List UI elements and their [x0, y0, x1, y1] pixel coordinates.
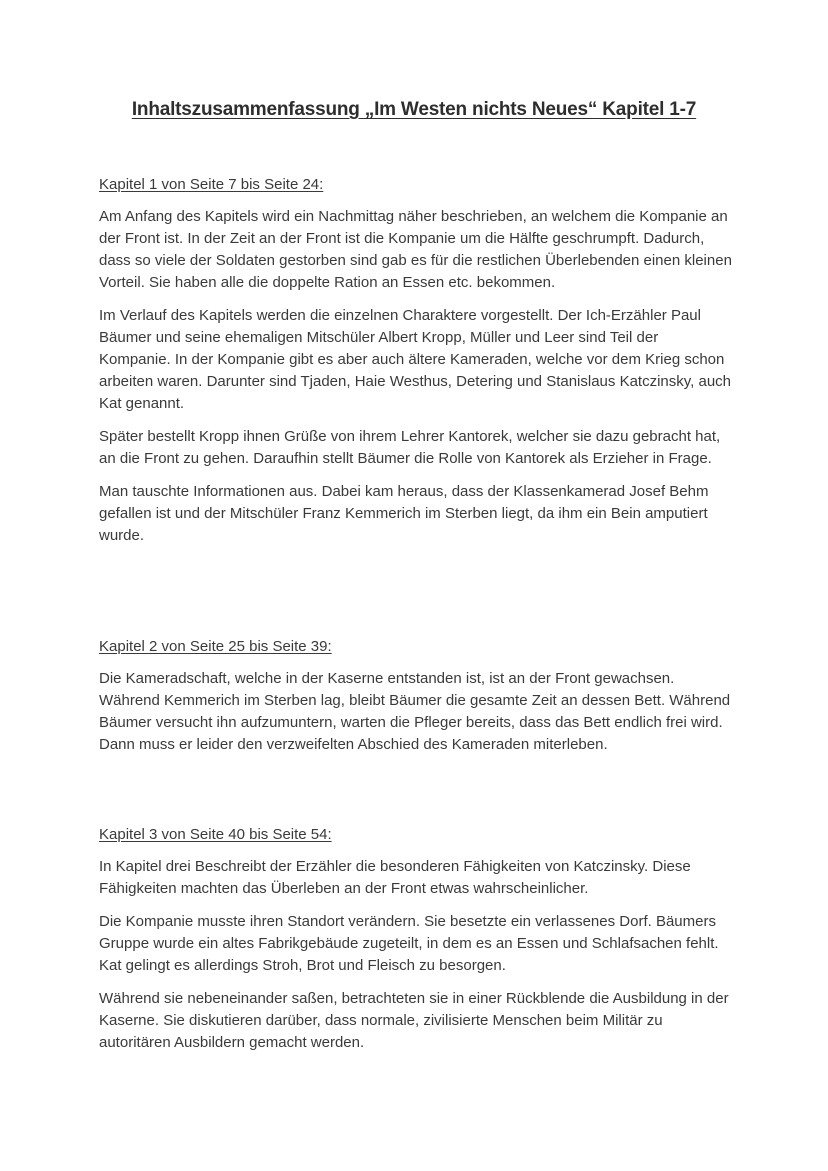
paragraph: Die Kompanie musste ihren Standort verändern. Sie besetzte ein verlassenes Dorf. Bäumers Gruppe wurde ein altes Fabrikgebäude zugeteilt, in dem es an Essen und Schlafsachen fehlt. Kat gelingt es allerdings Stroh, Brot und Fleisch zu besorgen. — [99, 913, 719, 974]
section-kapitel-3 — [99, 826, 734, 1065]
section-heading: Kapitel 2 von Seite 25 bis Seite 39: — [99, 638, 332, 655]
section-heading: Kapitel 1 von Seite 7 bis Seite 24: — [99, 176, 324, 193]
paragraph: Die Kameradschaft, welche in der Kaserne entstanden ist, ist an der Front gewachsen. Während Kemmerich im Sterben lag, bleibt Bäumer die gesamte Zeit an dessen Bett. Während Bäumer versucht ihn aufzumuntern, warten die Pfleger bereits, dass das Bett endlich frei wird. Dann muss er leider den verzweifelten Abschied des Kameraden miterleben. — [99, 670, 731, 753]
paragraph: Im Verlauf des Kapitels werden die einzelnen Charaktere vorgestellt. Der Ich-Erzähler Paul Bäumer und seine ehemaligen Mitschüler Albert Kropp, Müller und Leer sind Teil der Kompanie. In der Kompanie gibt es aber auch ältere Kameraden, welche vor dem Krieg schon arbeiten waren. Darunter sind Tjaden, Haie Westhus, Detering und Stanislaus Katczinsky, auch Kat genannt. — [99, 307, 732, 412]
section-kapitel-2 — [99, 638, 734, 767]
paragraph: Man tauschte Informationen aus. Dabei kam heraus, dass der Klassenkamerad Josef Behm gefallen ist und der Mitschüler Franz Kemmerich im Sterben liegt, da ihm ein Bein amputiert wurde. — [99, 483, 709, 544]
section-heading: Kapitel 3 von Seite 40 bis Seite 54: — [99, 826, 332, 843]
page-title: Inhaltszusammenfassung „Im Westen nichts Neues“ Kapitel 1-7 — [131, 99, 697, 120]
paragraph: Am Anfang des Kapitels wird ein Nachmittag näher beschrieben, an welchem die Kompanie an der Front ist. In der Zeit an der Front ist die Kompanie um die Hälfte geschrumpft. Dadurch, dass so viele der Soldaten gestorben sind gab es für die restlichen Überlebenden einen kleinen Vorteil. Sie haben alle die doppelte Ration an Essen etc. bekommen. — [99, 208, 732, 291]
section-kapitel-1 — [99, 176, 734, 558]
paragraph: Während sie nebeneinander saßen, betrachteten sie in einer Rückblende die Ausbildung in der Kaserne. Sie diskutieren darüber, dass normale, zivilisierte Menschen beim Militär zu autoritären Ausbildern gemacht werden. — [99, 990, 729, 1051]
paragraph: In Kapitel drei Beschreibt der Erzähler die besonderen Fähigkeiten von Katczinsky. Diese Fähigkeiten machten das Überleben an der Front etwas wahrscheinlicher. — [99, 858, 691, 897]
paragraph: Später bestellt Kropp ihnen Grüße von ihrem Lehrer Kantorek, welcher sie dazu gebracht hat, an die Front zu gehen. Daraufhin stellt Bäumer die Rolle von Kantorek als Erzieher in Frage. — [99, 428, 721, 467]
